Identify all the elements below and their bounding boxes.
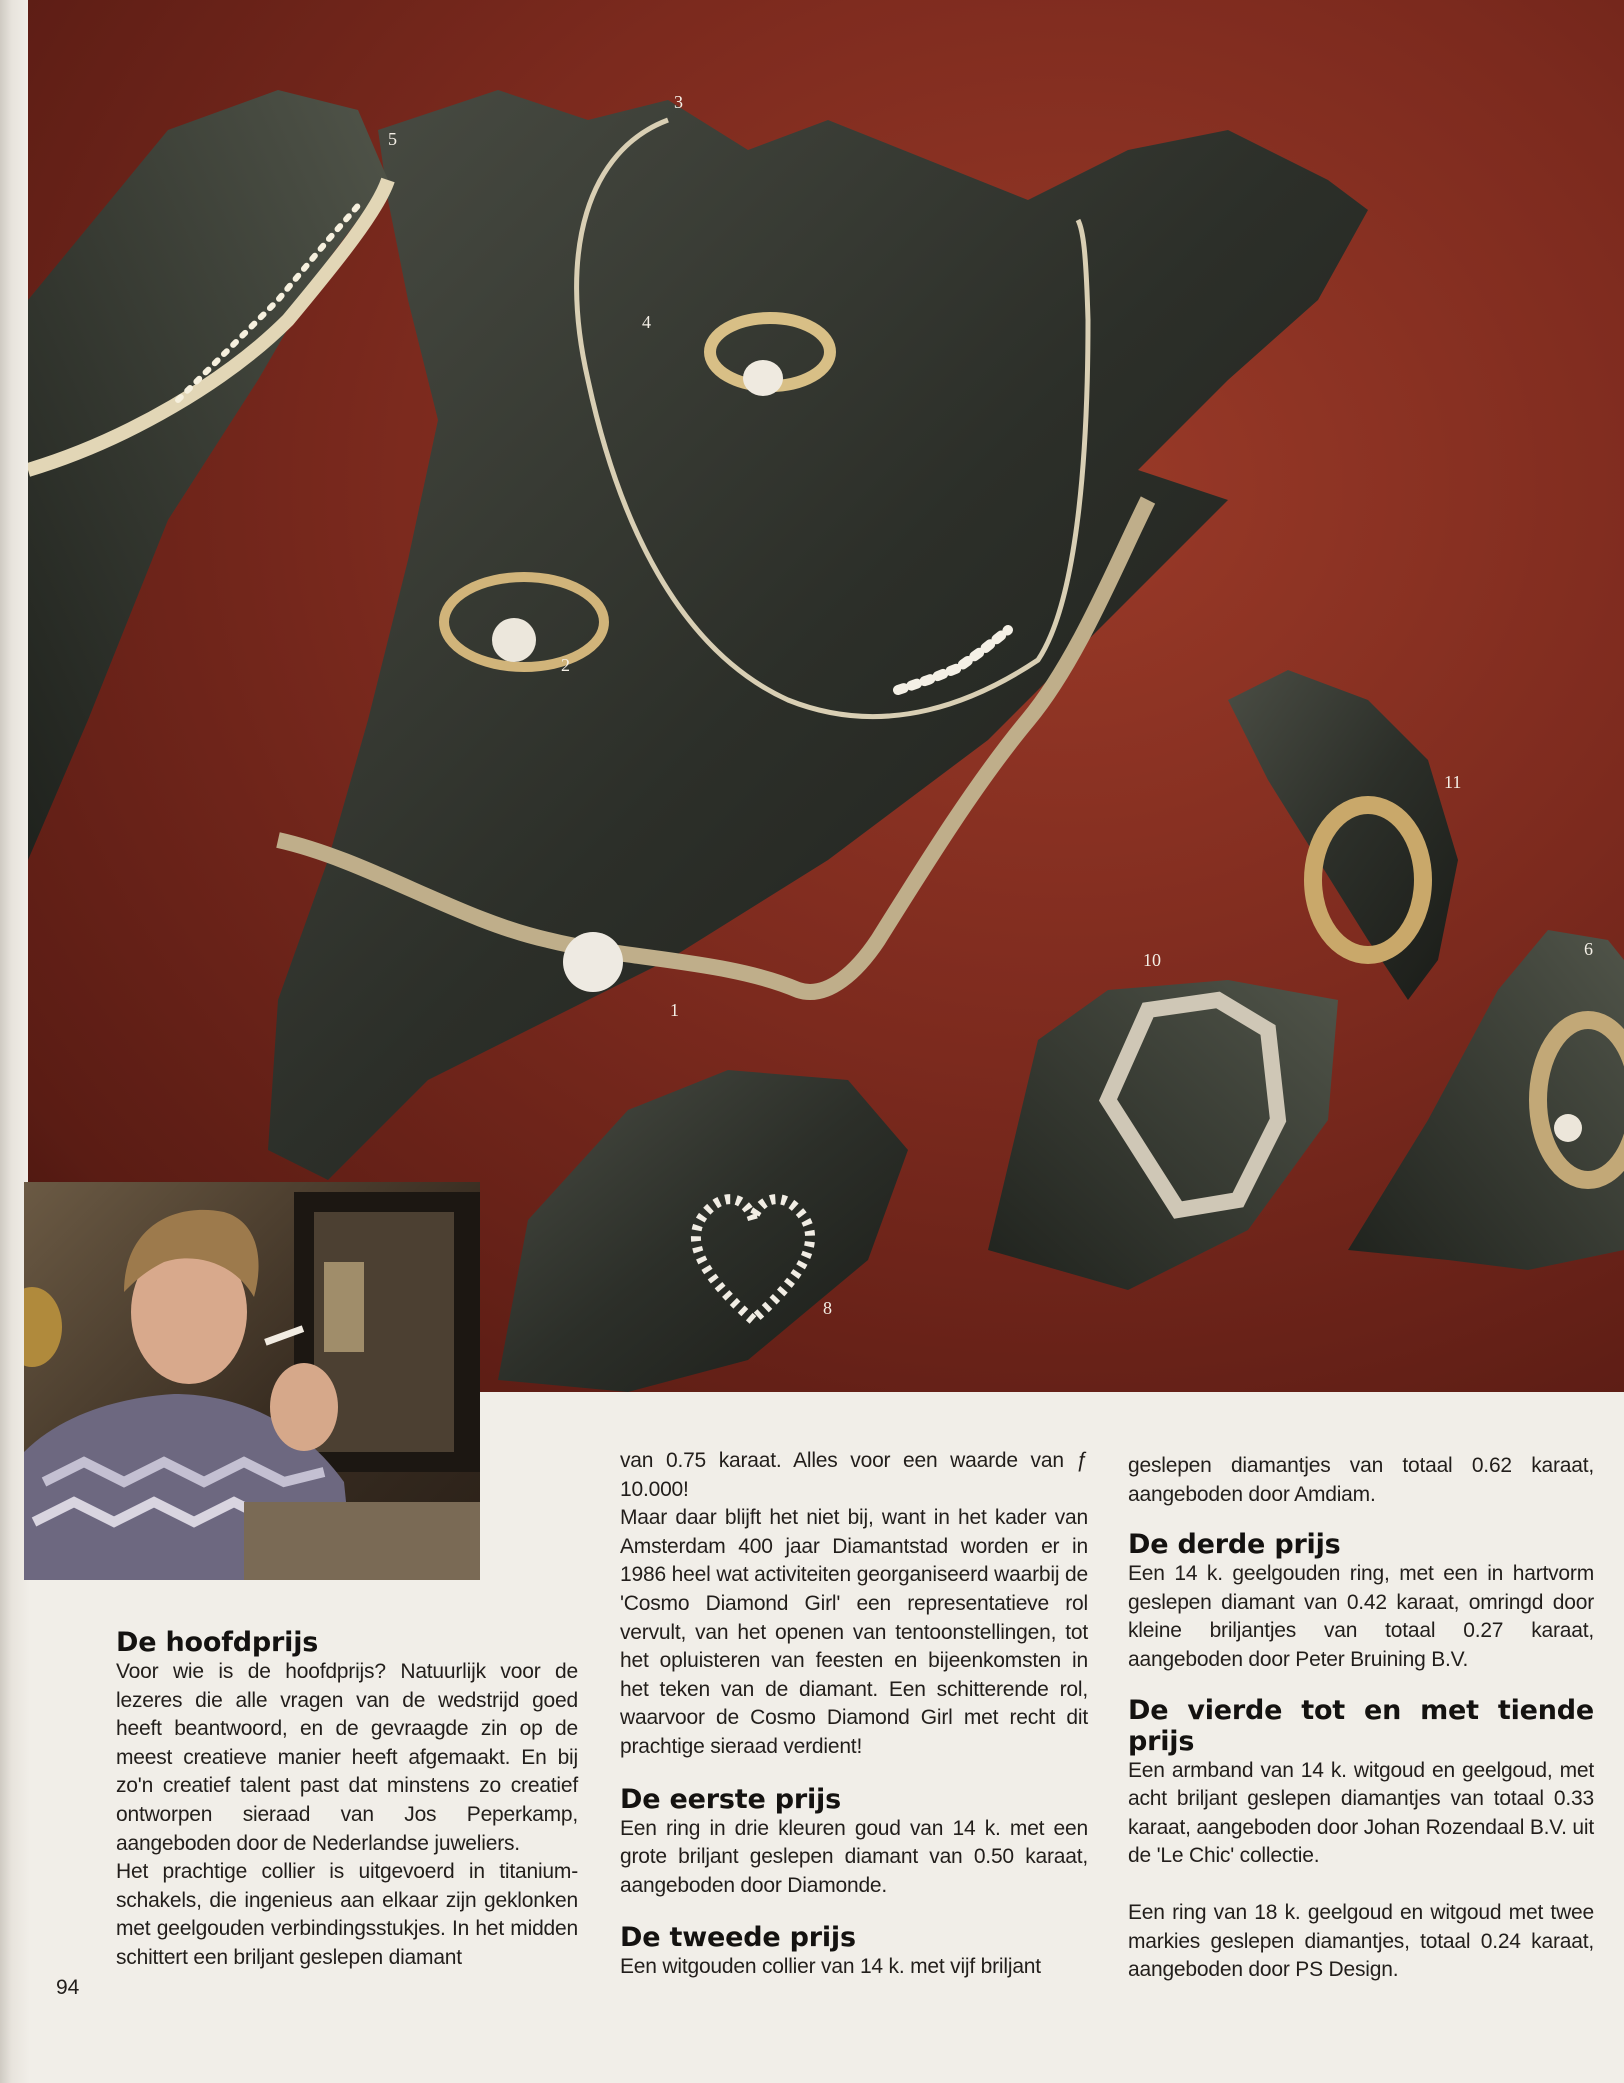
derde-prijs-text: Een 14 k. geelgouden ring, met een in hartvorm geslepen diamant van 0.42 karaat, omringd door kleine briljantjes van totaal 0.27 karaat, aangeboden door Peter Bruining B.V. [1128, 1562, 1594, 1671]
vierde-tiende-prijs-text-1: Een armband van 14 k. witgoud en geelgoud, met acht briljant geslepen diamantjes van totaal 0.33 karaat, aangeboden door Johan Rozendaal B.V. uit de 'Le Chic' collectie. [1128, 1758, 1594, 1868]
hoofdprijs-text-2: Het prachtige collier is uitgevoerd in titanium-schakels, die ingenieus aan elkaar zijn geklonken met geelgouden verbindingsstukjes. In het midden schittert een briljant geslepen diamant [116, 1860, 578, 1969]
hoofdprijs-text-4: Maar daar blijft het niet bij, want in het kader van Amsterdam 400 jaar Diamantstad worden er in 1986 heel wat activiteiten georganiseerd waarbij de 'Cosmo Diamond Girl' een representatieve rol vervult, van het openen van tentoonstellingen, tot het opluisteren van feesten en bijeenkomsten in het teken van de diamant. Een schitterende rol, waarvoor de Cosmo Diamond Girl met recht dit prachtige sieraad verdient! [620, 1506, 1088, 1758]
column-1 [116, 1627, 578, 1973]
item-number-11: 11 [1444, 772, 1462, 792]
item-number-4: 4 [642, 312, 651, 332]
heading-vierde-tiende-prijs: De vierde tot en met tiende prijs [1128, 1694, 1594, 1757]
heading-eerste-prijs: De eerste prijs [620, 1783, 841, 1815]
vierde-tiende-prijs-text-2: Een ring van 18 k. geelgoud en witgoud met twee markies geslepen diamantjes, totaal 0.24 karaat, aangeboden door PS Design. [1128, 1900, 1594, 1982]
portrait-illustration [24, 1182, 480, 1580]
heading-hoofdprijs: De hoofdprijs [116, 1627, 319, 1658]
page-number: 94 [56, 1976, 80, 1999]
page-gutter [0, 0, 30, 2083]
item-number-3: 3 [674, 92, 683, 112]
tweede-prijs-text: Een witgouden collier van 14 k. met vijf briljant [620, 1955, 1041, 1979]
designer-portrait [24, 1182, 480, 1580]
rock-ring-10 [988, 980, 1338, 1290]
item-number-5: 5 [388, 129, 397, 149]
tweede-prijs-text-2: geslepen diamantjes van totaal 0.62 karaat, aangeboden door Amdiam. [1128, 1454, 1594, 1506]
rock-left [28, 90, 388, 860]
heading-tweede-prijs: De tweede prijs [620, 1922, 856, 1954]
hoofdprijs-text-3: van 0.75 karaat. Alles voor een waarde van ƒ 10.000! [620, 1449, 1088, 1501]
item-number-8: 8 [823, 1298, 832, 1318]
item-number-2: 2 [561, 655, 570, 675]
item-number-10: 10 [1143, 950, 1161, 970]
rock-pendant [498, 1070, 908, 1392]
rock-ring-6 [1348, 930, 1624, 1270]
eerste-prijs-text: Een ring in drie kleuren goud van 14 k. met een grote briljant geslepen diamant van 0.50 karaat, aangeboden door Diamonde. [620, 1816, 1088, 1897]
column-3 [1128, 1452, 1594, 1985]
heading-derde-prijs: De derde prijs [1128, 1529, 1341, 1561]
item-number-6: 6 [1584, 939, 1593, 959]
column-2 [620, 1447, 1088, 1982]
item-number-1: 1 [670, 1000, 679, 1020]
hoofdprijs-text-1: Voor wie is de hoofdprijs? Natuurlijk voor de lezeres die alle vragen van de wedstrijd goed heeft beantwoord, en de gevraagde zin op de meest creatieve manier heeft afgemaakt. En bij zo'n creatief talent past dat minstens zo creatief ontworpen sieraad van Jos Peperkamp, aangeboden door de Nederlandse juweliers. [116, 1660, 578, 1855]
